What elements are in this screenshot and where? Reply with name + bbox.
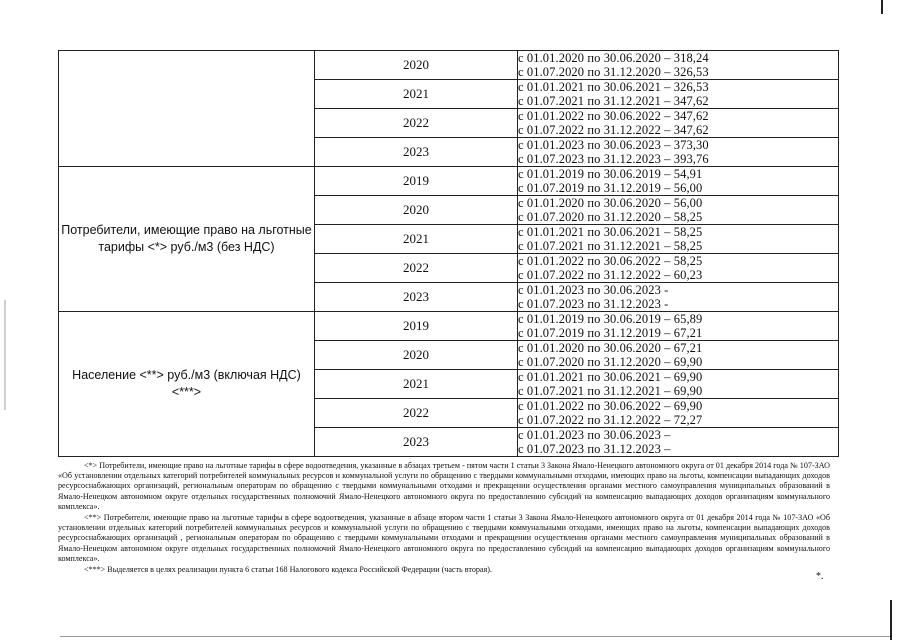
periods-cell	[518, 109, 839, 138]
period-line: с 01.07.2021 по 31.12.2021 – 58,25	[518, 239, 703, 253]
year-cell: 2023	[315, 428, 518, 457]
periods-cell	[518, 370, 839, 399]
year-cell: 2019	[315, 312, 518, 341]
period-line: с 01.01.2019 по 30.06.2019 – 65,89	[518, 312, 703, 326]
period-line: с 01.07.2023 по 31.12.2023 -	[518, 297, 669, 311]
period-line: с 01.01.2022 по 30.06.2022 – 69,90	[518, 399, 703, 413]
stray-mark: *.	[816, 571, 824, 582]
year-cell: 2020	[315, 51, 518, 80]
category-cell: Население <**> руб./м3 (включая НДС) <***>	[59, 312, 315, 457]
table-row	[59, 167, 839, 196]
footnote: <**> Потребители, имеющие право на льготные тарифы в сфере водоотведения, указанные в абзаце втором части 1 статьи 3 Закона Ямало-Ненецкого автономного округа от 01 декабря 2014 года № 107-ЗАО «Об установлении отдельных категорий потребителей коммунальных ресурсов и коммунальной услуги по обращению с твердыми коммунальными отходами, имеющих право на льготы, компенсации выпадающих доходов ресурсоснабжающих организаций , региональным операторам по обращению с твердыми коммунальными отходами и прекращении осуществления органами местного самоуправления муниципальных образований в Ямало-Ненецком автономном округе отдельных государственных полномочий Ямало-Ненецкого автономного округа по предоставлению субсидий на компенсацию выпадающих доходов организациям коммунального комплекса».	[58, 513, 830, 563]
period-line: с 01.07.2022 по 31.12.2022 – 72,27	[518, 413, 703, 427]
period-line: с 01.07.2023 по 31.12.2023 – 393,76	[518, 152, 709, 166]
period-line: с 01.01.2023 по 30.06.2023 –	[518, 428, 671, 442]
periods-cell	[518, 283, 839, 312]
period-line: с 01.07.2020 по 31.12.2020 – 58,25	[518, 210, 703, 224]
period-line: с 01.07.2020 по 31.12.2020 – 326,53	[518, 65, 709, 79]
periods-cell	[518, 196, 839, 225]
table-row	[59, 312, 839, 341]
period-line: с 01.01.2021 по 30.06.2021 – 58,25	[518, 225, 703, 239]
footnotes	[58, 461, 830, 576]
footnote: <*> Потребители, имеющие право на льготные тарифы в сфере водоотведения, указанные в абзацах третьем - пятом части 1 статьи 3 Закона Ямало-Ненецкого автономного округа от 01 декабря 2014 года № 107-ЗАО «Об установлении отдельных категорий потребителей коммунальных ресурсов и коммунальной услуги по обращению с твердыми коммунальными отходами, имеющих право на льготы, компенсации выпадающих доходов ресурсоснабжающих организаций, региональным операторам по обращению с твердыми коммунальными отходами и прекращении осуществления органами местного самоуправления муниципальных образований в Ямало-Ненецком автономном округе отдельных государственных полномочий Ямало-Ненецкого автономного округа по предоставлению субсидий на компенсацию выпадающих доходов организациям коммунального комплекса».	[58, 461, 830, 511]
year-cell: 2020	[315, 341, 518, 370]
year-cell: 2023	[315, 283, 518, 312]
year-cell: 2022	[315, 254, 518, 283]
period-line: с 01.01.2023 по 30.06.2023 -	[518, 283, 669, 297]
period-line: с 01.07.2019 по 31.12.2019 – 56,00	[518, 181, 703, 195]
table-row	[59, 51, 839, 80]
period-line: с 01.01.2023 по 30.06.2023 – 373,30	[518, 138, 709, 152]
period-line: с 01.01.2021 по 30.06.2021 – 326,53	[518, 80, 709, 94]
year-cell: 2023	[315, 138, 518, 167]
year-cell: 2022	[315, 399, 518, 428]
year-cell: 2021	[315, 370, 518, 399]
scan-edge-mark	[890, 600, 892, 640]
tariff-table	[58, 50, 839, 457]
periods-cell	[518, 80, 839, 109]
periods-cell	[518, 428, 839, 457]
periods-cell	[518, 254, 839, 283]
year-cell: 2021	[315, 225, 518, 254]
year-cell: 2020	[315, 196, 518, 225]
period-line: с 01.01.2022 по 30.06.2022 – 347,62	[518, 109, 709, 123]
period-line: с 01.07.2023 по 31.12.2023 –	[518, 442, 671, 456]
periods-cell	[518, 399, 839, 428]
period-line: с 01.01.2021 по 30.06.2021 – 69,90	[518, 370, 703, 384]
category-cell: Потребители, имеющие право на льготные тарифы <*> руб./м3 (без НДС)	[59, 167, 315, 312]
period-line: с 01.07.2019 по 31.12.2019 – 67,21	[518, 326, 703, 340]
period-line: с 01.01.2019 по 30.06.2019 – 54,91	[518, 167, 703, 181]
footnote: <***> Выделяется в целях реализации пункта 6 статьи 168 Налогового кодекса Российской Федерации (часть вторая).	[84, 565, 492, 575]
period-line: с 01.01.2020 по 30.06.2020 – 318,24	[518, 51, 709, 65]
periods-cell	[518, 51, 839, 80]
year-cell: 2021	[315, 80, 518, 109]
periods-cell	[518, 225, 839, 254]
year-cell: 2022	[315, 109, 518, 138]
period-line: с 01.01.2022 по 30.06.2022 – 58,25	[518, 254, 703, 268]
periods-cell	[518, 138, 839, 167]
period-line: с 01.01.2020 по 30.06.2020 – 67,21	[518, 341, 703, 355]
periods-cell	[518, 312, 839, 341]
scan-edge-line	[60, 636, 890, 637]
period-line: с 01.07.2022 по 31.12.2022 – 60,23	[518, 268, 703, 282]
period-line: с 01.07.2022 по 31.12.2022 – 347,62	[518, 123, 709, 137]
period-line: с 01.07.2020 по 31.12.2020 – 69,90	[518, 355, 703, 369]
period-line: с 01.07.2021 по 31.12.2021 – 69,90	[518, 384, 703, 398]
scan-edge-mark	[881, 0, 883, 14]
year-cell: 2019	[315, 167, 518, 196]
period-line: с 01.07.2021 по 31.12.2021 – 347,62	[518, 94, 709, 108]
periods-cell	[518, 341, 839, 370]
periods-cell	[518, 167, 839, 196]
category-cell	[59, 51, 315, 167]
scan-shadow	[4, 300, 6, 410]
period-line: с 01.01.2020 по 30.06.2020 – 56,00	[518, 196, 703, 210]
